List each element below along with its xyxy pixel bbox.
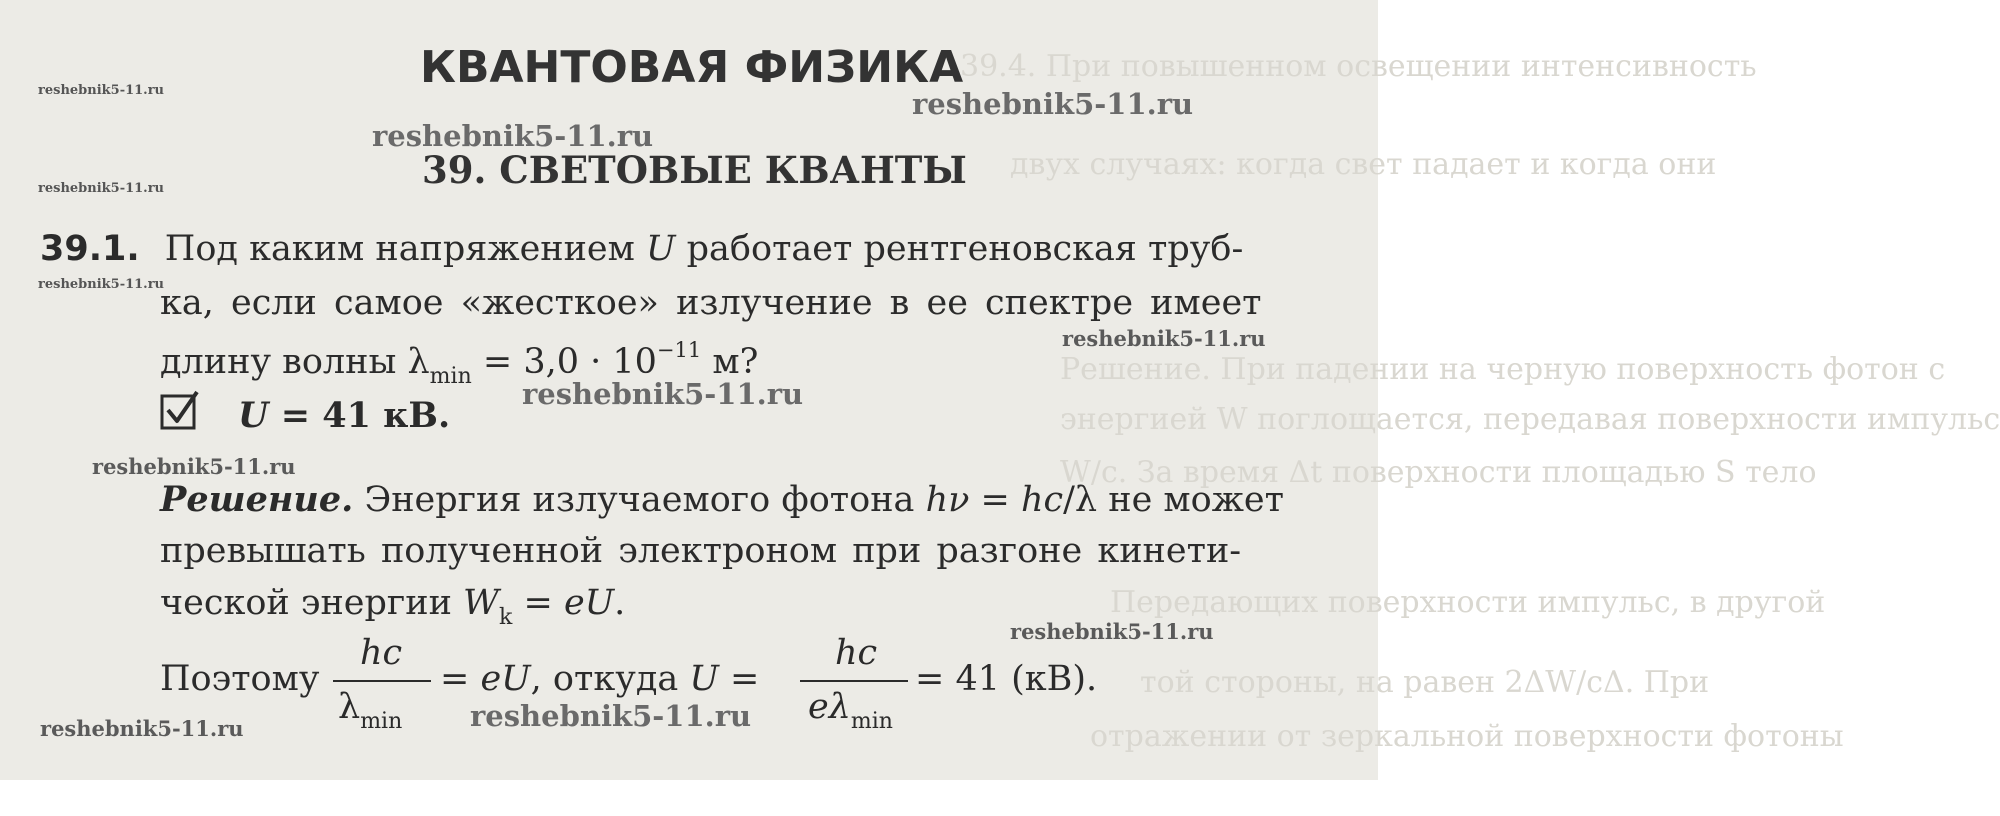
bleed-through-text: Решение. При падении на черную поверхность фотон с bbox=[1060, 352, 1946, 387]
problem-text: работает рентгеновская труб- bbox=[686, 229, 1244, 269]
fraction-1-bar bbox=[333, 680, 431, 682]
problem-line-1 bbox=[40, 229, 1244, 269]
solution-line-1: Решение. Энергия излучаемого фотона hν = hc/λ не может bbox=[160, 479, 1284, 520]
watermark: reshebnik5-11.ru bbox=[92, 454, 296, 479]
watermark: reshebnik5-11.ru bbox=[38, 83, 165, 98]
problem-line-3: длину волны $\lambda_{min} = 3,0 \cdot 10^{-11}$ м? bbox=[160, 338, 759, 389]
bleed-through-text: отражении от зеркальной поверхности фотоны bbox=[1090, 719, 1844, 754]
bleed-through-text: двух случаях: когда свет падает и когда они bbox=[1010, 147, 1717, 182]
fraction-1-denominator: $\lambda_{min}$ bbox=[338, 687, 403, 734]
watermark: reshebnik5-11.ru bbox=[522, 377, 804, 411]
bleed-through-text: 39.4. При повышенном освещении интенсивность bbox=[960, 49, 1757, 84]
formula-middle: = eU, откуда U = bbox=[440, 659, 760, 699]
fraction-2-numerator: hc bbox=[835, 633, 878, 673]
fraction-2-denominator: $e\lambda_{min}$ bbox=[808, 687, 893, 734]
problem-text: Под каким напряжением bbox=[164, 229, 635, 269]
chapter-title: КВАНТОВАЯ ФИЗИКА bbox=[420, 42, 964, 93]
var-u: U bbox=[646, 229, 676, 269]
solution-label: Решение. bbox=[160, 479, 354, 520]
formula-result: = 41 (кВ). bbox=[915, 659, 1098, 699]
bleed-through-text: энергией W поглощается, передавая поверхности импульс bbox=[1060, 402, 2000, 437]
answer-line bbox=[238, 395, 451, 436]
watermark: reshebnik5-11.ru bbox=[1062, 326, 1266, 351]
solution-line-3: ческой энергии $W_k$ = eU. bbox=[160, 583, 626, 630]
answer-value: = 41 кВ. bbox=[268, 395, 451, 436]
answer-var: U bbox=[238, 395, 269, 436]
watermark: reshebnik5-11.ru bbox=[372, 119, 654, 153]
watermark: reshebnik5-11.ru bbox=[470, 699, 752, 733]
watermark: reshebnik5-11.ru bbox=[38, 277, 165, 292]
checkbox-icon bbox=[160, 390, 200, 430]
solution-line-2: превышать полученной электроном при разгоне кинети- bbox=[160, 531, 1242, 571]
watermark: reshebnik5-11.ru bbox=[40, 716, 244, 741]
watermark: reshebnik5-11.ru bbox=[1010, 619, 1214, 644]
fraction-2-bar bbox=[800, 680, 908, 682]
formula-word-therefore: Поэтому bbox=[160, 659, 320, 699]
fraction-1-numerator: hc bbox=[360, 633, 403, 673]
watermark: reshebnik5-11.ru bbox=[38, 181, 165, 196]
problem-line-2: ка, если самое «жесткое» излучение в ее спектре имеет bbox=[160, 283, 1262, 323]
bleed-through-text: Передающих поверхности импульс, в другой bbox=[1110, 585, 1826, 620]
bleed-through-text: той стороны, на равен 2ΔW/cΔ. При bbox=[1140, 665, 1710, 700]
bleed-through-text: W/c. За время Δt поверхности площадью S тело bbox=[1060, 455, 1817, 490]
section-title: 39. СВЕТОВЫЕ КВАНТЫ bbox=[422, 148, 967, 192]
watermark: reshebnik5-11.ru bbox=[912, 87, 1194, 121]
problem-number: 39.1. bbox=[40, 229, 140, 269]
